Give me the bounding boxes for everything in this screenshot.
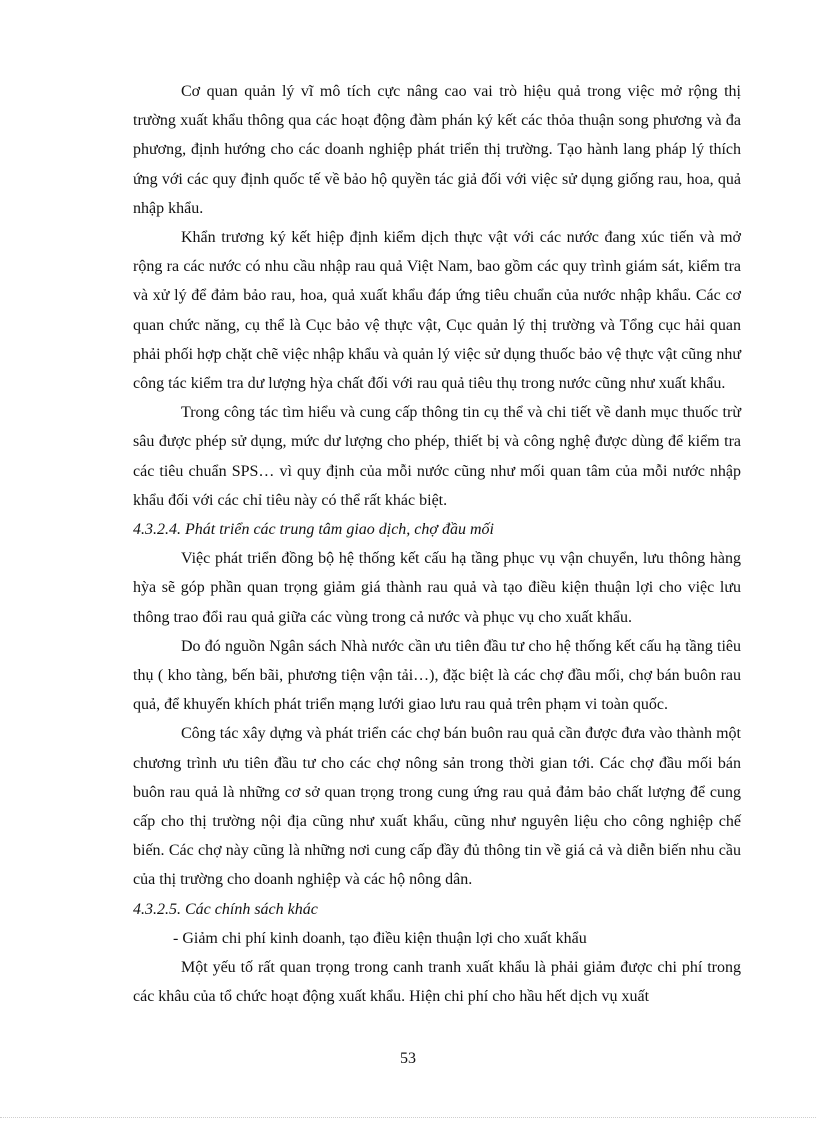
- paragraph: Công tác xây dựng và phát triển các chợ bán buôn rau quả cần được đưa vào thành một chương trình ưu tiên đầu tư cho các chợ nông sản trong thời gian tới. Các chợ đầu mối bán buôn rau quả là những cơ sở quan trọng trong cung ứng rau quả đảm bảo chất lượng để cung cấp cho thị trường nội địa cũng như xuất khẩu, cũng như nguyên liệu cho công nghiệp chế biến. Các chợ này cũng là những nơi cung cấp đầy đủ thông tin về giá cả và diễn biến nhu cầu của thị trường cho doanh nghiệp và các hộ nông dân.: [133, 725, 741, 889]
- section-heading: 4.3.2.5. Các chính sách khác: [133, 900, 318, 918]
- section-heading: 4.3.2.4. Phát triển các trung tâm giao dịch, chợ đầu mối: [133, 521, 494, 539]
- page-body: [133, 77, 741, 1012]
- paragraph: Do đó nguồn Ngân sách Nhà nước cần ưu tiên đầu tư cho hệ thống kết cấu hạ tầng tiêu thụ ( kho tàng, bến bãi, phương tiện vận tải…), đặc biệt là các chợ đầu mối, chợ bán buôn rau quả, để khuyến khích phát triển mạng lưới giao lưu rau quả trên phạm vi toàn quốc.: [133, 637, 741, 714]
- paragraph: Khẩn trương ký kết hiệp định kiểm dịch thực vật với các nước đang xúc tiến và mở rộng ra các nước có nhu cầu nhập rau quả Việt Nam, bao gồm các quy trình giám sát, kiểm tra và xử lý để đảm bảo rau, hoa, quả xuất khẩu đáp ứng tiêu chuẩn của nước nhập khẩu. Các cơ quan chức năng, cụ thể là Cục bảo vệ thực vật, Cục quản lý thị trường và Tổng cục hải quan phải phối hợp chặt chẽ việc nhập khẩu và quản lý việc sử dụng thuốc bảo vệ thực vật cũng như công tác kiểm tra dư lượng hỳa chất đối với rau quả tiêu thụ trong nước cũng như xuất khẩu.: [133, 229, 741, 393]
- paragraph: Cơ quan quản lý vĩ mô tích cực nâng cao vai trò hiệu quả trong việc mở rộng thị trường xuất khẩu thông qua các hoạt động đàm phán ký kết các thỏa thuận song phương và đa phương, định hướng cho các doanh nghiệp phát triển thị trường. Tạo hành lang pháp lý thích ứng với các quy định quốc tế về bảo hộ quyền tác giả đối với việc sử dụng giống rau, hoa, quả nhập khẩu.: [133, 83, 741, 217]
- page-bottom-divider: [0, 1117, 816, 1118]
- bullet-item: - Giảm chi phí kinh doanh, tạo điều kiện thuận lợi cho xuất khẩu: [173, 929, 587, 947]
- paragraph: Trong công tác tìm hiểu và cung cấp thông tin cụ thể và chi tiết về danh mục thuốc trừ sâu được phép sử dụng, mức dư lượng cho phép, thiết bị và công nghệ được dùng để kiểm tra các tiêu chuẩn SPS… vì quy định của mỗi nước cũng như mối quan tâm của mỗi nước nhập khẩu đối với các chỉ tiêu này có thể rất khác biệt.: [133, 404, 741, 509]
- paragraph: Một yếu tố rất quan trọng trong canh tranh xuất khẩu là phải giảm được chi phí trong các khâu của tổ chức hoạt động xuất khẩu. Hiện chi phí cho hầu hết dịch vụ xuất: [133, 959, 741, 1006]
- paragraph: Việc phát triển đồng bộ hệ thống kết cấu hạ tầng phục vụ vận chuyển, lưu thông hàng hỳa sẽ góp phần quan trọng giảm giá thành rau quả và tạo điều kiện thuận lợi cho việc lưu thông trao đổi rau quả giữa các vùng trong cả nước và phục vụ cho xuất khẩu.: [133, 550, 741, 626]
- page-number: 53: [400, 1050, 416, 1067]
